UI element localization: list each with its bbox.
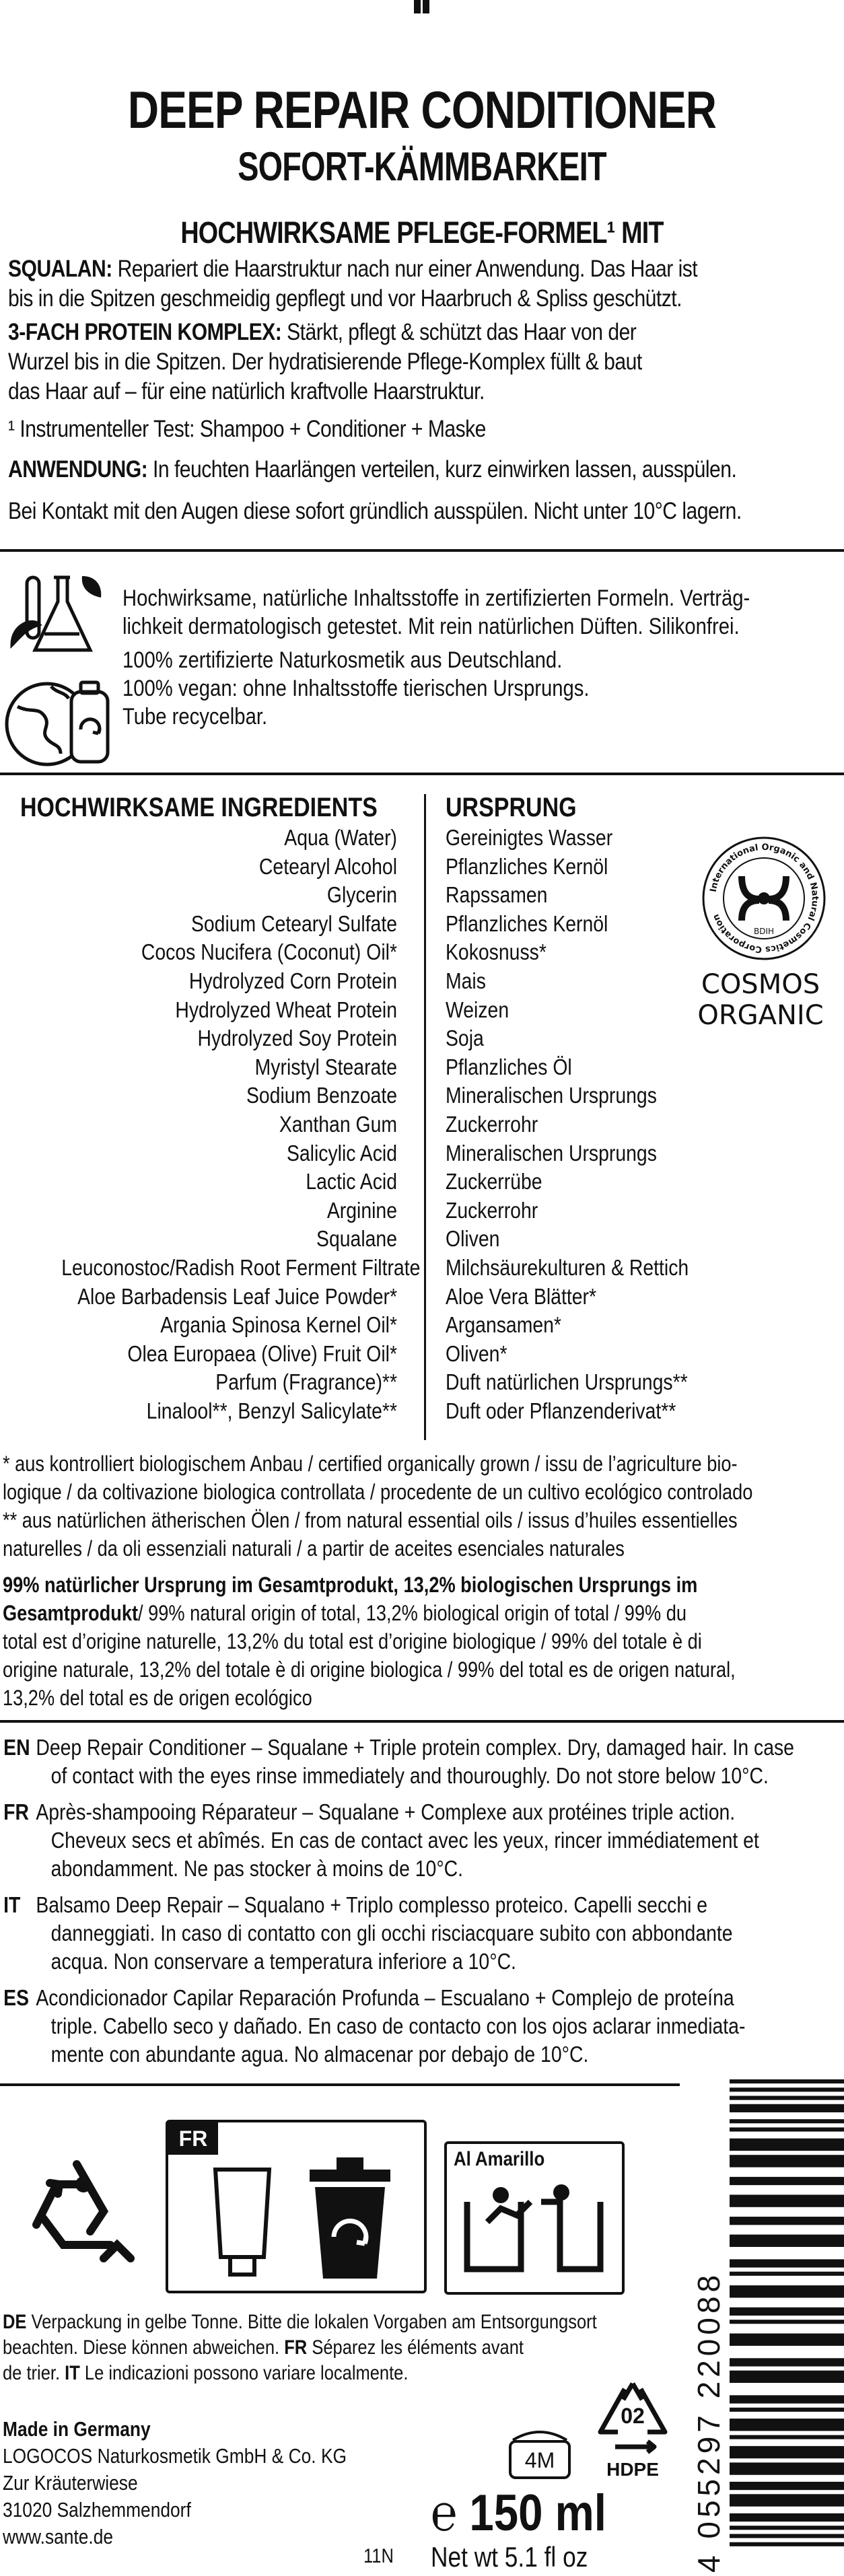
volume-value: 150 ml [469,2484,606,2542]
ingredient-origin: Aloe Vera Blätter* [446,1283,597,1309]
company-street: Zur Kräuterwiese [3,2471,138,2495]
asterisk-notes [3,1450,844,1563]
barcode-bar [730,2307,844,2316]
disposal-code: IT [65,2362,80,2384]
ingredient-origin: Pflanzliches Kernöl [446,910,608,936]
ingredient-origin: Duft oder Pflanzenderivat** [446,1398,676,1423]
pao-value: 4M [524,2448,555,2472]
barcode-bar [730,2177,844,2185]
ingredient-inci: Leuconostoc/Radish Root Ferment Filtrate [61,1254,421,1280]
tube-icon [202,2163,283,2284]
translation-es [0,1984,844,2069]
seal-bottom: BDIH [753,927,775,936]
ingredient-inci: Hydrolyzed Corn Protein [188,968,397,993]
barcode-bar [730,2079,844,2083]
barcode-bar [730,2494,844,2506]
lab-flask-leaf-icon [7,564,108,665]
recycling-earth-icon [4,673,118,774]
translation-it [0,1891,844,1976]
natural-origin-line: 13,2% del total es de origen ecológico [3,1686,312,1710]
feature-line: lichkeit dermatologisch getestet. Mit rein natürlichen Düften. Silikonfrei. [122,614,740,639]
fr-label: FR [168,2122,218,2155]
resin-number: 02 [621,2404,645,2428]
ingredient-origin: Duft natürlichen Ursprungs** [446,1369,688,1395]
claim-line: Wurzel bis in die Spitzen. Der hydratisierende Pflege-Komplex füllt & baut [8,349,642,375]
ingredients-list [7,824,421,1425]
ingredient-origin: Kokosnuss* [446,939,547,965]
net-weight: Net wt 5.1 fl oz [431,2541,588,2573]
disposal-code: DE [3,2311,27,2333]
ingredient-inci: Linalool**, Benzyl Salicylate** [146,1398,397,1423]
disposal-line: de trier. [3,2362,61,2384]
note-line: ** aus natürlichen ätherischen Ölen / from natural essential oils / issus d’huiles essentielles [3,1508,738,1532]
translation-fr [0,1798,844,1883]
ingredient-inci: Aqua (Water) [284,825,397,850]
fr-disposal-box [166,2120,427,2293]
barcode-bar [730,2334,844,2346]
product-name: DEEP REPAIR CONDITIONER [127,80,717,139]
resin-code-symbol [592,2377,673,2491]
disposal-line: Séparez les éléments avant [312,2336,524,2359]
claim-line: das Haar auf – für eine natürlich kraftvolle Haarstruktur. [8,378,485,404]
ingredient-inci: Myristyl Stearate [254,1054,397,1079]
barcode-digits: 4 055297 220088 [691,2270,726,2573]
barcode-bar [730,2446,844,2458]
ingredient-origin: Mineralischen Ursprungs [446,1083,657,1108]
ingredient-origin: Argansamen* [446,1312,561,1338]
usage [8,455,836,485]
ingredient-inci: Glycerin [326,882,397,908]
translation-line: triple. Cabello seco y dañado. En caso de contacto con los ojos aclarar inmediata- [50,2013,746,2038]
barcode-bar [730,2194,844,2207]
disposal-text [3,2310,689,2386]
ingredient-inci: Hydrolyzed Soy Protein [197,1026,397,1051]
note-line: logique / da coltivazione biologica controllata / procedente de un cultivo ecológico controlado [3,1480,753,1504]
barcode-bar [730,2408,844,2412]
natural-origin-bold: Gesamtprodukt [3,1601,139,1625]
origin-heading: URSPRUNG [446,793,577,822]
barcode-bar [730,2358,844,2366]
cosmos-label-line1: COSMOS [701,969,820,1000]
triman-icon [9,2144,144,2279]
feature-line: Tube recycelbar. [122,704,268,729]
ingredient-origin: Rapssamen [446,882,548,908]
barcode-bar [730,2217,844,2225]
ingredient-inci: Squalane [316,1226,397,1252]
top-registration-mark [414,0,430,13]
manufacturer [3,2416,353,2550]
barcode-bar [730,2371,844,2383]
ingredient-origin: Zuckerrohr [446,1197,538,1223]
warning [8,497,836,526]
translation-line: Après-shampooing Réparateur – Squalane + Complexe aux protéines triple action. [36,1799,736,1824]
batch-code: 11N [363,2545,394,2567]
translation-line: Balsamo Deep Repair – Squalano + Triplo complesso proteico. Capelli secchi e [36,1892,708,1917]
natural-origin-line: origine naturale, 13,2% del totale è di origine biologica / 99% del total es de origen natural, [3,1657,736,1682]
ingredient-origin: Mais [446,968,486,993]
ingredient-inci: Lactic Acid [306,1169,397,1194]
divider [0,2083,680,2086]
divider [0,1720,844,1723]
warning-text: Bei Kontakt mit den Augen diese sofort gründlich ausspülen. Nicht unter 10°C lagern. [8,498,742,524]
made-in: Made in Germany [3,2417,151,2441]
disposal-code: FR [284,2336,308,2359]
barcode-bar [730,2419,844,2431]
ingredient-inci: Parfum (Fragrance)** [215,1369,397,1395]
ingredient-inci: Aloe Barbadensis Leaf Juice Powder* [77,1283,397,1309]
ingredient-inci: Olea Europaea (Olive) Fruit Oil* [127,1340,397,1366]
volume [431,2483,606,2544]
note-line: naturelles / da oli essenziali naturali / a partir de aceites esenciales naturales [3,1536,625,1561]
barcode-bar [730,2542,844,2546]
ingredient-origin: Zuckerrübe [446,1169,542,1194]
feature-line: 100% vegan: ohne Inhaltsstoffe tierischen Ursprungs. [122,676,590,701]
ingredient-inci: Sodium Benzoate [246,1083,397,1108]
barcode [692,2066,844,2573]
barcode-bar [730,2435,844,2439]
company-name: LOGOCOS Naturkosmetik GmbH & Co. KG [3,2444,347,2468]
footnote [8,415,836,444]
translation-line: abondamment. Ne pas stocker à moins de 10°C. [50,1856,464,1881]
ingredient-inci: Argania Spinosa Kernel Oil* [160,1312,397,1338]
language-code: FR [3,1799,29,1824]
column-divider [424,794,426,1440]
translation-line: Deep Repair Conditioner – Squalane + Triple protein complex. Dry, damaged hair. In case [36,1735,794,1760]
claim-line: Stärkt, pflegt & schützt das Haar von der [287,319,637,345]
ingredient-inci: Hydrolyzed Wheat Protein [175,997,397,1022]
ingredient-inci: Sodium Cetearyl Sulfate [190,910,397,936]
barcode-bar [730,2096,844,2100]
translation-line: acqua. Non conservare a temperatura inferiore a 10°C. [50,1949,516,1974]
natural-origin-bold: 99% natürlicher Ursprung im Gesamtprodukt, 13,2% biologischen Ursprungs im [3,1573,698,1597]
barcode-bar [730,2155,844,2167]
features-text [122,584,836,731]
usage-text: In feuchten Haarlängen verteilen, kurz einwirken lassen, ausspülen. [153,456,737,482]
barcode-bar [730,2104,844,2112]
ingredient-inci: Cocos Nucifera (Coconut) Oil* [141,939,397,965]
al-amarillo-box [444,2141,625,2295]
barcode-bar [730,2482,844,2490]
ingredient-origin: Oliven* [446,1340,507,1366]
ingredient-origin: Gereinigtes Wasser [446,825,613,850]
ingredient-origin: Weizen [446,997,509,1022]
translation-line: Cheveux secs et abîmés. En cas de contact avec les yeux, rincer immédiatement et [50,1828,759,1853]
natural-origin [3,1571,844,1712]
barcode-bar [730,2462,844,2474]
formula-heading: HOCHWIRKSAME PFLEGE-FORMEL¹ MIT [180,215,664,250]
natural-origin-line: total est d’origine naturelle, 13,2% du total est d’origine biologique / 99% del totale è di [3,1629,702,1653]
translation-line: mente con abundante agua. No almacenar por debajo de 10°C. [50,2042,589,2067]
ingredient-inci: Xanthan Gum [279,1111,397,1137]
claim-squalan [8,254,836,314]
ingredient-origin: Pflanzliches Öl [446,1054,572,1079]
ingredient-origin: Soja [446,1026,484,1051]
claim-label: 3-FACH PROTEIN KOMPLEX: [8,319,282,345]
divider [0,549,844,552]
al-amarillo-label: Al Amarillo [454,2148,545,2170]
footnote-text: ¹ Instrumenteller Test: Shampoo + Conditioner + Maske [8,416,486,442]
cosmos-organic-seal [700,834,828,962]
note-line: * aus kontrolliert biologischem Anbau / certified organically grown / issu de l’agriculture bio- [3,1452,738,1476]
divider [0,773,844,775]
feature-line: Hochwirksame, natürliche Inhaltsstoffe in zertifizierten Formeln. Verträg- [122,585,750,611]
estimated-sign: ℮ [431,2484,458,2542]
natural-origin-line: / 99% natural origin of total, 13,2% biological origin of total / 99% du [138,1601,687,1625]
barcode-bar [730,2534,844,2538]
ingredient-origin: Pflanzliches Kernöl [446,853,608,879]
barcode-bar [730,2139,844,2151]
yellow-bin-icon [460,2182,608,2283]
cosmos-label [680,969,841,1031]
translation-line: Acondicionador Capilar Reparación Profunda – Escualano + Complejo de proteína [36,1985,734,2010]
seal-ring-text: International Organic and Natural Cosmetics Corporation [708,842,820,955]
claim-protein-complex [8,318,836,406]
barcode-bar [730,2395,844,2403]
language-code: IT [3,1892,21,1917]
translation-line: danneggiati. In caso di contatto con gli occhi risciacquare subito con abbondante [50,1921,733,1945]
claim-line: bis in die Spitzen geschmeidig gepflegt und vor Haarbruch & Spliss geschützt. [8,285,682,312]
cosmos-label-line2: ORGANIC [697,1000,824,1031]
barcode-bar [730,2119,844,2123]
resin-type: HDPE [606,2459,659,2480]
ingredient-origin: Milchsäurekulturen & Rettich [446,1254,689,1280]
usage-label: ANWENDUNG: [8,456,148,482]
barcode-bar [730,2087,844,2091]
disposal-line: Verpackung in gelbe Tonne. Bitte die lokalen Vorgaben am Entsorgungsort [31,2311,597,2333]
barcode-bar [730,2127,844,2131]
ingredient-origin: Mineralischen Ursprungs [446,1140,657,1166]
barcode-bar [730,2235,844,2247]
website: www.sante.de [3,2525,114,2548]
ingredient-inci: Salicylic Acid [286,1140,397,1166]
language-code: ES [3,1985,30,2010]
barcode-bar [730,2285,844,2297]
company-city: 31020 Salzhemmendorf [3,2498,191,2521]
translation-line: of contact with the eyes rinse immediately and thouroughly. Do not store below 10°C. [50,1763,769,1788]
recycling-bin-icon [296,2149,404,2284]
ingredient-origin: Zuckerrohr [446,1111,538,1137]
barcode-bar [730,2259,844,2267]
pao-symbol [499,2423,580,2483]
barcode-bar [730,2513,844,2521]
barcode-bar [730,2526,844,2530]
disposal-line: Le indicazioni possono variare localmente. [84,2362,409,2384]
ingredient-origin: Oliven [446,1226,500,1252]
feature-line: 100% zertifizierte Naturkosmetik aus Deutschland. [122,647,563,673]
translation-en [0,1733,844,1790]
ingredient-inci: Arginine [326,1197,397,1223]
barcode-bar [730,2272,844,2276]
ingredient-inci: Cetearyl Alcohol [258,853,397,879]
barcode-bar [730,2320,844,2324]
claim-line: Repariert die Haarstruktur nach nur einer Anwendung. Das Haar ist [117,256,698,282]
product-subtitle: SOFORT-KÄMMBARKEIT [238,144,606,189]
language-code: EN [3,1735,30,1760]
disposal-line: beachten. Diese können abweichen. [3,2336,280,2359]
ingredients-heading: HOCHWIRKSAME INGREDIENTS [20,793,378,822]
claim-label: SQUALAN: [8,256,112,282]
